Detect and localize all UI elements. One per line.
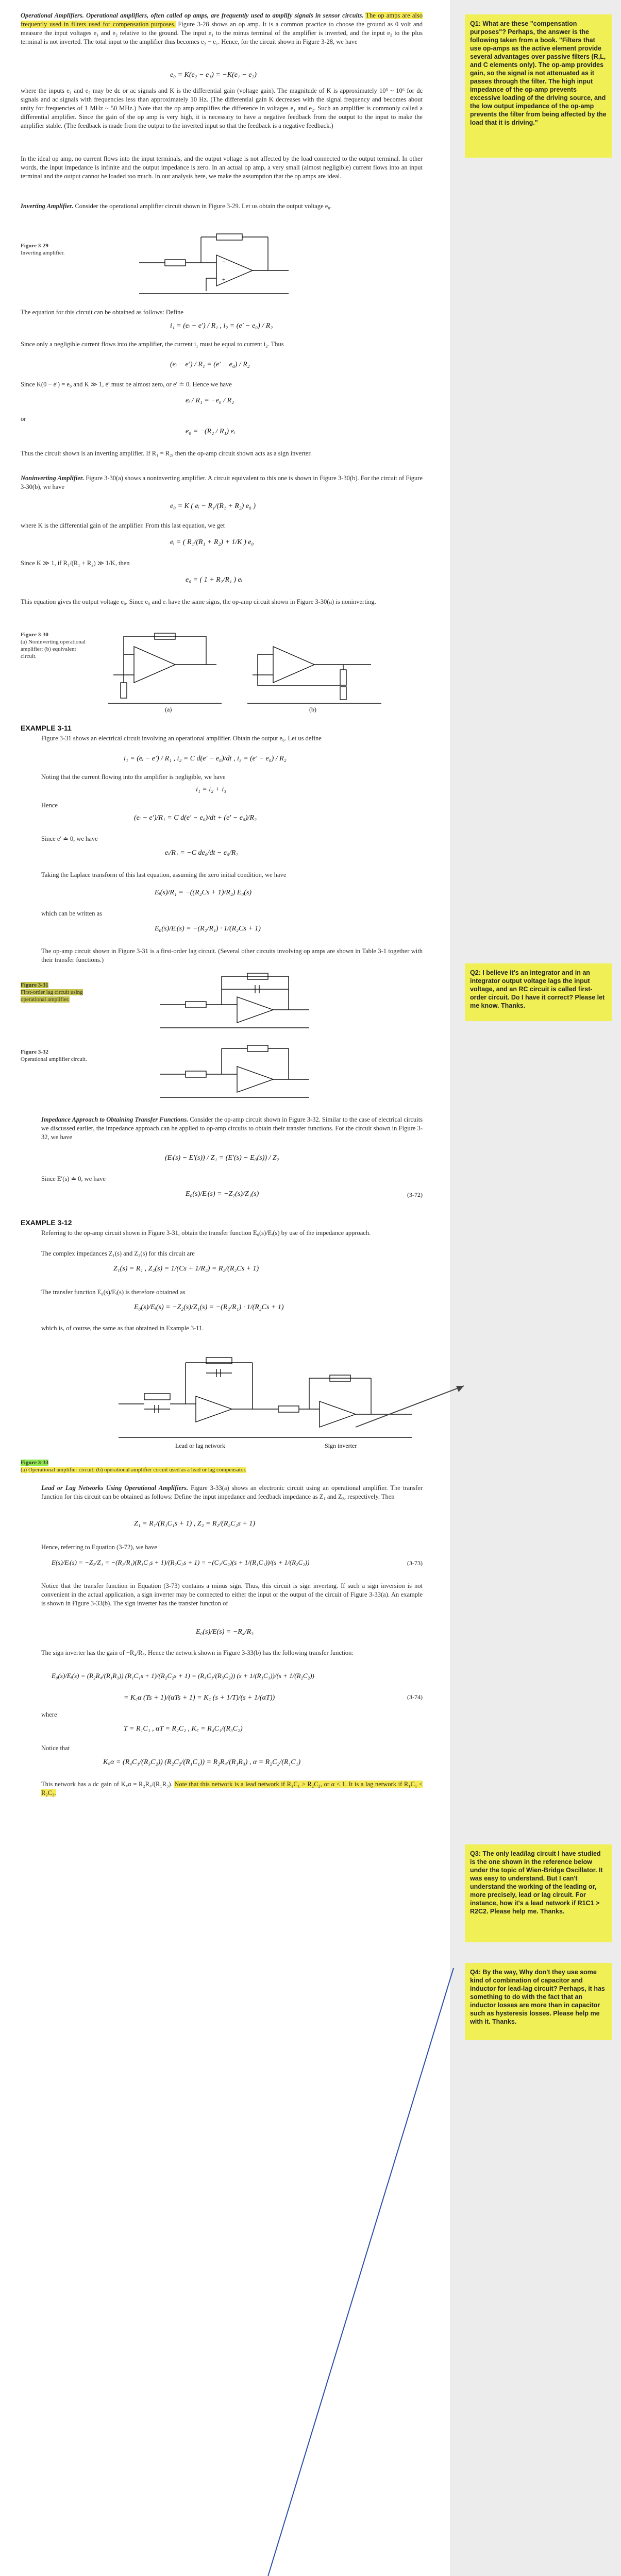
final-highlight: Note that this network is a lead network if R₁C₁ > R₂C₂, or α < 1. It is a lag network if R₁C₁ < R₂C₂. — [41, 1781, 423, 1797]
lead-lag-text-4: The sign inverter has the gain of −R₄/R₃. Hence the network shown in Figure 3-33(b) has the following transfer function: — [41, 1649, 354, 1656]
svg-text:−: − — [222, 258, 226, 265]
example-text-2: Noting that the current flowing into the amplifier is negligible, we have — [41, 773, 226, 781]
equation: i₁ = (eᵢ − e′) / R₁ , i₂ = (e′ − e₀) / R₂ — [170, 322, 273, 330]
circuit-diagram-icon — [103, 626, 392, 714]
note-text: I believe it's an integrator and in an integrator output voltage lags the input voltage, and an RC circuit is called first-order circuit. Do I have it correct? Please let me know. Thanks. — [470, 969, 605, 1009]
figure-sublabel: (b) — [309, 706, 316, 713]
equation: eᵢ = ( R₁/(R₁ + R₂) + 1/K ) e₀ — [170, 538, 254, 546]
comment-note-q2 — [465, 963, 612, 1021]
arrow-icon — [222, 1963, 459, 2576]
equation: e₀ = K ( eᵢ − R₁/(R₁ + R₂) e₀ ) — [170, 502, 256, 510]
figure-sublabel: (a) — [165, 706, 172, 713]
figure-caption-highlight: First-order lag circuit using operational amplifier. — [21, 989, 83, 1003]
which-can-label: which can be written as — [41, 910, 103, 917]
example-text-3: The transfer function E₀(s)/Eᵢ(s) is therefore obtained as — [41, 1289, 186, 1296]
equation: E(s)/Eᵢ(s) = −Z₂/Z₁ = −(R₂/R₁)(R₁C₁s + 1)/(R₂C₂s + 1) = −(C₁/C₂)(s + 1/(R₁C₁))/(s + 1/(R₂C₂)) — [52, 1558, 310, 1566]
noninverting-text-4: This equation gives the output voltage e₀. Since e₀ and eᵢ have the same signs, the op-amp circuit shown in Figure 3-30(a) is noninverting. — [21, 598, 376, 605]
impedance-text-2: Since E′(s) ≐ 0, we have — [41, 1175, 106, 1182]
equation: = K꜀α (Ts + 1)/(αTs + 1) = K꜀ (s + 1/T)/(s + 1/(αT)) — [124, 1694, 275, 1702]
example-heading: EXAMPLE 3-11 — [21, 724, 72, 732]
impedance-paragraph — [41, 1115, 423, 1142]
figure-caption-text: (a) Noninverting operational amplifier; (b) equivalent circuit. — [21, 639, 86, 659]
circuit-diagram-icon — [134, 227, 299, 299]
op-amp-impedance-circuit — [155, 1038, 320, 1100]
figure-sublabel: Sign inverter — [325, 1442, 357, 1449]
equation-number: (3-73) — [407, 1560, 423, 1567]
comment-note-q1 — [465, 14, 612, 158]
equation: E₀(s)/E(s) = −R₄/R₃ — [196, 1628, 254, 1636]
figure-caption — [21, 1459, 423, 1473]
intro-paragraph-c: In the ideal op amp, no current flows into the input terminals, and the output voltage is not affected by the load connected to the output terminal. In other words, the input impedance is infinite and the output impedance is zero. In an actual op amp, a very small (almost negligible) current flows into an input terminal and the output cannot be loaded too much. In our analysis here, we make the assumption that the op amps are ideal. — [21, 155, 423, 180]
impedance-heading: Impedance Approach to Obtaining Transfer Functions. — [41, 1116, 189, 1123]
circuit-diagram-icon — [155, 1038, 320, 1100]
note-id: Q1: — [470, 20, 481, 27]
final-paragraph — [41, 1780, 423, 1798]
lead-lag-heading: Lead or Lag Networks Using Operational Amplifiers. — [41, 1484, 189, 1492]
comment-note-q4 — [465, 1963, 612, 2040]
note-text: The only lead/lag circuit I have studied is the one shown in the reference below under the topic of Wien-Bridge Oscillator. It was easy to understand. But I can't understand the working of the leading or, more precisely, lead or lag circuit. For instance, how it's a lead network if R1C1 > R2C2. Please help me. Thanks. — [470, 1850, 603, 1915]
first-order-lag-circuit — [155, 969, 320, 1030]
equation: eᵢ / R₁ = −e₀ / R₂ — [186, 397, 234, 404]
lead-lag-text-3: Notice that the transfer function in Equation (3-73) contains a minus sign. Thus, this circuit is sign inverting. If such a sign inversion is not convenient in the actual application, a sign inverter may be connected to either the input or the output of the circuit of Figure 3-33(a). An example is shown in Figure 3-33(b). The sign inverter has the transfer function of — [41, 1582, 423, 1607]
inverting-text-3: Since only a negligible current flows into the amplifier, the current i₁ must be equal to current i₂. Thus — [21, 341, 284, 348]
svg-text:+: + — [222, 276, 226, 283]
figure-label: Figure 3-30 — [21, 632, 48, 638]
hence-label: Hence — [41, 802, 58, 809]
equation: E₀(s)/Eᵢ(s) = (R₂R₄/(R₁R₃)) (R₁C₁s + 1)/(R₂C₂s + 1) = (R₄C₁/(R₃C₂)) (s + 1/(R₁C₁))/(s + 1/(R₂C₂)) — [52, 1672, 314, 1680]
noninverting-text: Figure 3-30(a) shows a noninverting amplifier. A circuit equivalent to this one is shown in Figure 3-30(b). For the circuit of Figure 3-30(b), we have — [21, 474, 423, 490]
equation: e₀ = −(R₂ / R₁) eᵢ — [186, 428, 235, 435]
inverting-heading: Inverting Amplifier. — [21, 202, 74, 210]
note-text: What are these "compensation purposes"? Perhaps, the answer is the following taken from a book. "Filters that use op-amps as the active element provide several advantages over passive filters (R,L, and C elements only). The op-amp provides gain, so the signal is not attenuated as it passes through the filter. The high input impedance of the op-amp prevents excessive loading of the driving source, and the low output impedance of the op-amp prevents the filter from being affected by the load that it is driving." — [470, 20, 607, 126]
arrow-icon — [350, 1370, 474, 1432]
noninverting-paragraph — [21, 474, 423, 492]
inverting-paragraph — [21, 202, 423, 211]
noninverting-heading: Noninverting Amplifier. — [21, 474, 85, 482]
example-text: Referring to the op-amp circuit shown in Figure 3-31, obtain the transfer function E₀(s)/Eᵢ(s) by use of the impedance approach. — [41, 1229, 371, 1236]
equation: E₀(s)/Eᵢ(s) = −Z₂(s)/Z₁(s) = −(R₂/R₁) · 1/(R₂Cs + 1) — [134, 1303, 284, 1311]
equation: Z₁ = R₁/(R₁C₁s + 1) , Z₂ = R₂/(R₂C₂s + 1) — [134, 1520, 256, 1528]
equation: i₁ = i₂ + i₃ — [196, 786, 227, 793]
noninverting-text-3: Since K ≫ 1, if R₁/(R₁ + R₂) ≫ 1/K, then — [21, 560, 130, 567]
example-text-3: Since e′ ≐ 0, we have — [41, 835, 98, 842]
comment-arrow-q3 — [222, 1963, 459, 2576]
equation: (Eᵢ(s) − E′(s)) / Z₁ = (E′(s) − E₀(s)) / Z₂ — [165, 1154, 279, 1162]
note-text: By the way, Why don't they use some kind of combination of capacitor and inductor for lead-lag circuit? Perhaps, it has something to do with the fact that an inductor losses are more than in capacitor such as hysteresis losses. Please help me with it. Thanks. — [470, 1969, 605, 2025]
figure-caption-highlight: (a) Operational amplifier circuit; (b) operational amplifier circuit used as a lead or lag compensator. — [21, 1467, 247, 1473]
figure-caption — [21, 631, 88, 660]
inverting-text: Consider the operational amplifier circuit shown in Figure 3-29. Let us obtain the output voltage e₀. — [75, 202, 332, 210]
figure-caption — [21, 1048, 93, 1063]
figure-label: Figure 3-31 — [21, 982, 48, 988]
equation-number: (3-74) — [407, 1693, 423, 1701]
equation: K꜀α = (R₄C₁/(R₃C₂)) (R₂C₂/(R₁C₁)) = R₂R₄/(R₁R₃) , α = R₂C₂/(R₁C₁) — [103, 1758, 301, 1766]
lead-lag-text-2: Hence, referring to Equation (3-72), we have — [41, 1544, 157, 1551]
equation: E₀(s)/Eᵢ(s) = −Z₂(s)/Z₁(s) — [186, 1190, 259, 1198]
figure-caption-text: Operational amplifier circuit. — [21, 1056, 87, 1062]
note-id: Q3: — [470, 1850, 481, 1857]
circuit-diagram-icon — [155, 969, 320, 1030]
lead-lag-paragraph — [41, 1484, 423, 1501]
example-text-4: which is, of course, the same as that obtained in Example 3-11. — [41, 1325, 204, 1332]
equation: e₀ = K(e₂ − e₁) = −K(e₁ − e₂) — [170, 71, 257, 79]
lead-lag-text: Figure 3-33(a) shows an electronic circuit using an operational amplifier. The transfer function for this circuit can be obtained as follows: Define the input impedance and feedback impedance as Z₁ and Z₂, respectively. Then — [41, 1484, 423, 1500]
equation: (eᵢ − e′) / R₁ = (e′ − e₀) / R₂ — [170, 361, 250, 368]
equation: Z₁(s) = R₁ , Z₂(s) = 1/(Cs + 1/R₂) = R₂/(R₂Cs + 1) — [113, 1265, 259, 1273]
comment-note-q3 — [465, 1844, 612, 1942]
equation: eᵢ/R₁ = −C de₀/dt − e₀/R₂ — [165, 849, 239, 857]
equation-number: (3-72) — [407, 1191, 423, 1198]
equation: (eᵢ − e′)/R₁ = C d(e′ − e₀)/dt + (e′ − e₀)/R₂ — [134, 814, 257, 822]
example-text-2: The complex impedances Z₁(s) and Z₂(s) for this circuit are — [41, 1250, 195, 1257]
comment-sidebar — [450, 0, 621, 2576]
figure-label: Figure 3-29 — [21, 243, 48, 249]
intro-paragraph-b: where the inputs e₁ and e₂ may be dc or ac signals and K is the differential gain (voltage gain). The magnitude of K is approximately 10⁵ ~ 10⁶ for dc signals and ac signals with frequencies less than approximately 10 Hz. (The differential gain K decreases with the signal frequency and becomes about unity for frequencies of 1 MHz ~ 50 MHz.) Note that the op amp amplifies the difference in voltages e₁ and e₂. Such an amplifier is commonly called a differential amplifier. Since the gain of the op amp is very high, it is necessary to have a negative feedback from the output to the input to make the amplifier stable. (The feedback is made from the output to the inverted input so that the feedback is a negative feedback.) — [21, 87, 423, 129]
note-id: Q4: — [470, 1969, 481, 1976]
equation: i₁ = (eᵢ − e′) / R₁ , i₂ = C d(e′ − e₀)/dt , i₃ = (e′ − e₀) / R₂ — [124, 755, 287, 762]
notice-label: Notice that — [41, 1744, 70, 1752]
note-id: Q2: — [470, 969, 481, 976]
inverting-text-2: The equation for this circuit can be obtained as follows: Define — [21, 309, 183, 316]
intro-rest: Figure 3-28 shows an op amp. It is a common practice to choose the ground as 0 volt and measure the input voltages e₁ and e₂ relative to the ground. The input e₁ to the minus terminal of the amplifier is inverted, and the input e₂ to the plus terminal is not inverted. The total input to the amplifier thus becomes e₂ − e₁. Hence, for the circuit shown in Figure 3-28, we have — [21, 21, 423, 45]
inverting-text-4: Since K(0 − e′) = e₀ and K ≫ 1, e′ must be almost zero, or e′ ≐ 0. Hence we have — [21, 381, 232, 388]
example-heading: EXAMPLE 3-12 — [21, 1218, 72, 1227]
equation: E₀(s)/Eᵢ(s) = −(R₂/R₁) · 1/(R₂Cs + 1) — [155, 925, 261, 933]
equation: e₀ = ( 1 + R₂/R₁ ) eᵢ — [186, 576, 242, 584]
noninverting-text-2: where K is the differential gain of the amplifier. From this last equation, we get — [21, 522, 225, 529]
intro-heading: Operational Amplifiers. Operational amplifiers, often called op amps, are frequently used to amplify signals in sensor circuits. — [21, 12, 364, 19]
figure-label: Figure 3-33 — [21, 1460, 48, 1466]
intro-highlight: The op amps are also frequently used in filters used for compensation purposes. — [21, 12, 423, 28]
or-label: or — [21, 415, 26, 422]
noninverting-amplifier-circuit — [103, 626, 392, 714]
example-text: Figure 3-31 shows an electrical circuit involving an operational amplifier. Obtain the output e₀. Let us define — [41, 735, 322, 742]
figure-caption — [21, 981, 93, 1003]
figure-caption — [21, 242, 82, 257]
inverting-text-5: Thus the circuit shown is an inverting amplifier. If R₁ = R₂, then the op-amp circuit shown acts as a sign inverter. — [21, 450, 312, 457]
final-text: This network has a dc gain of K꜀α = R₂R₄/(R₁R₃). — [41, 1781, 173, 1788]
example-text-4: Taking the Laplace transform of this last equation, assuming the zero initial condition, we have — [41, 871, 287, 878]
where-label: where — [41, 1711, 57, 1718]
inverting-amplifier-circuit — [134, 227, 299, 299]
example-text-5: The op-amp circuit shown in Figure 3-31 is a first-order lag circuit. (Several other circuits involving op amps are shown in Table 3-1 together with their transfer functions.) — [41, 947, 423, 963]
equation: T = R₁C₁ , αT = R₂C₂ , K꜀ = R₄C₁/(R₃C₂) — [124, 1725, 243, 1733]
figure-caption-text: Inverting amplifier. — [21, 250, 65, 256]
figure-sublabel: Lead or lag network — [175, 1442, 225, 1449]
impedance-text: Consider the op-amp circuit shown in Figure 3-32. Similar to the case of electrical circuits we discussed earlier, the impedance approach can be applied to op-amp circuits to obtain their transfer functions. For the circuit shown in Figure 3-32, we have — [41, 1116, 423, 1141]
intro-paragraph — [21, 11, 423, 46]
figure-label: Figure 3-32 — [21, 1049, 48, 1055]
comment-arrow-q4 — [350, 1370, 474, 1432]
equation: Eᵢ(s)/R₁ = −((R₂Cs + 1)/R₂) E₀(s) — [155, 889, 252, 896]
